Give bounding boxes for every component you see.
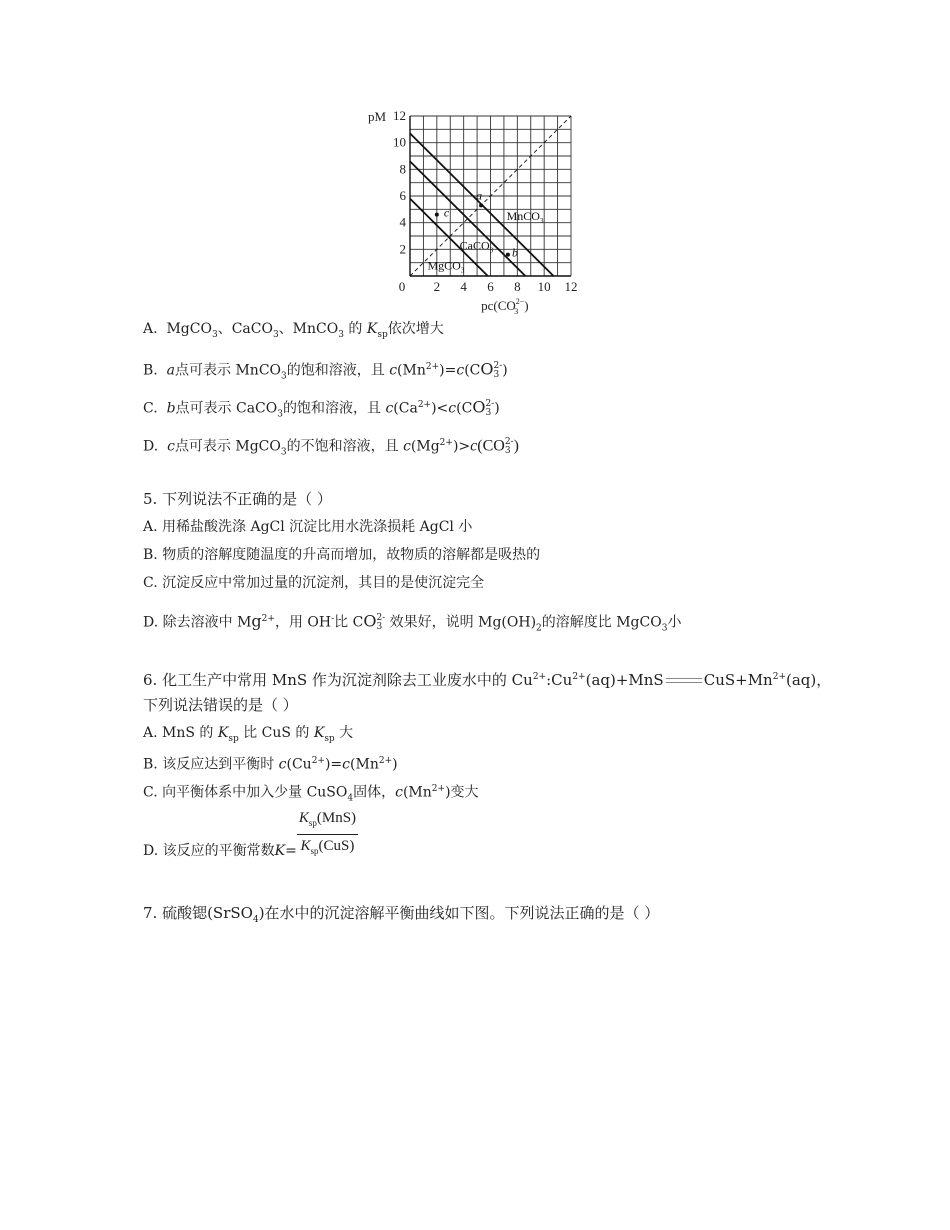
q5-option-c: C. 沉淀反应中常加过量的沉淀剂，其目的是使沉淀完全 — [143, 575, 485, 591]
x-tick-label: 12 — [564, 279, 578, 294]
series-label-mgco3: MgCO$_3$ — [427, 258, 465, 275]
q4-option-a: A. MgCO$_3$、CaCO$_3$、MnCO$_3$ 的 $K_{sp}$依次增大 — [143, 321, 444, 340]
x-tick-label: 4 — [460, 279, 467, 294]
q7-stem: 7. 硫酸锶(SrSO$_4$)在水中的沉淀溶解平衡曲线如下图。下列说法正确的是（ ） — [143, 904, 660, 925]
q5-stem: 5. 下列说法不正确的是（ ） — [143, 490, 332, 508]
y-tick-label: 12 — [393, 108, 406, 123]
q6-option-a: A. MnS 的 $K_{sp}$ 比 CuS 的 $K_{sp}$ 大 — [143, 725, 354, 744]
q6-stem: 6. 化工生产中常用 MnS 作为沉淀剂除去工业废水中的 $Cu^{2+}:Cu^{2+}(aq)+MnS$ $CuS+Mn^{2+}(aq)$， — [143, 671, 832, 689]
x-tick-label: 0 — [398, 279, 406, 294]
y-axis-label: pM — [367, 109, 386, 124]
point-label-c: c — [443, 205, 450, 220]
series-label-caco3: CaCO$_3$ — [459, 238, 494, 255]
q6-option-b: B. 该反应达到平衡时 $c(Cu^{2+})=c(Mn^{2+})$ — [143, 756, 398, 773]
point-c — [435, 213, 439, 217]
y-tick-label: 6 — [399, 188, 406, 203]
x-tick-label: 6 — [487, 279, 494, 294]
x-tick-label: 10 — [537, 279, 551, 294]
x-tick-label: 8 — [514, 279, 521, 294]
q6-stem-2: 下列说法错误的是（ ） — [143, 696, 298, 714]
q5-option-a: A. 用稀盐酸洗涤 AgCl 沉淀比用水洗涤损耗 AgCl 小 — [143, 519, 473, 535]
point-label-a: a — [476, 188, 483, 203]
y-tick-label: 4 — [399, 214, 406, 230]
point-label-b: b — [511, 245, 518, 260]
series-label-mnco3: MnCO$_3$ — [506, 209, 544, 225]
q5-option-b: B. 物质的溶解度随温度的升高而增加，故物质的溶解都是吸热的 — [143, 547, 541, 563]
point-a — [479, 203, 483, 207]
solubility-chart — [362, 104, 592, 314]
equilibrium-constant-fraction: $\frac{K_{sp}(MnS)}{K_{sp}(CuS)}$ — [298, 810, 357, 856]
equilibrium-arrow-icon — [666, 678, 702, 684]
y-tick-label: 10 — [393, 134, 406, 150]
q4-option-b: B. a点可表示 MnCO$_3$的饱和溶液，且 $c(Mn^{2+})=c(CO$ 2- 3 ) — [143, 359, 508, 382]
y-tick-label: 8 — [399, 161, 406, 177]
x-tick-label: 2 — [433, 279, 441, 294]
q6-option-c: C. 向平衡体系中加入少量 CuSO$_4$固体，$c(Mn^{2+})$变大 — [143, 784, 479, 804]
y-tick-label: 2 — [399, 241, 406, 257]
q4-option-c: C. b点可表示 CaCO$_3$的饱和溶液，且 $c(Ca^{2+})<c(CO$ 2- 3 ) — [143, 397, 500, 420]
q5-option-d: D. 除去溶液中 $Mg^{2+}$，用 OH-比 CO 2- 3 效果好，说明 $Mg(OH)_2$的溶解度比 MgCO$_3$小 — [143, 611, 682, 634]
q6-option-d: D. 该反应的平衡常数K= $\frac{K_{sp}(MnS)}{K_{sp}(CuS)}$ — [143, 810, 357, 859]
chart-labels — [368, 108, 578, 314]
point-b — [506, 253, 510, 257]
q4-option-d: D. c点可表示 MgCO$_3$的不饱和溶液，且 $c(Mg^{2+})>c(CO$ 2- 3 ) — [143, 436, 519, 458]
x-axis-label: $pc(CO^{2-}$ 3 ) — [481, 297, 529, 314]
